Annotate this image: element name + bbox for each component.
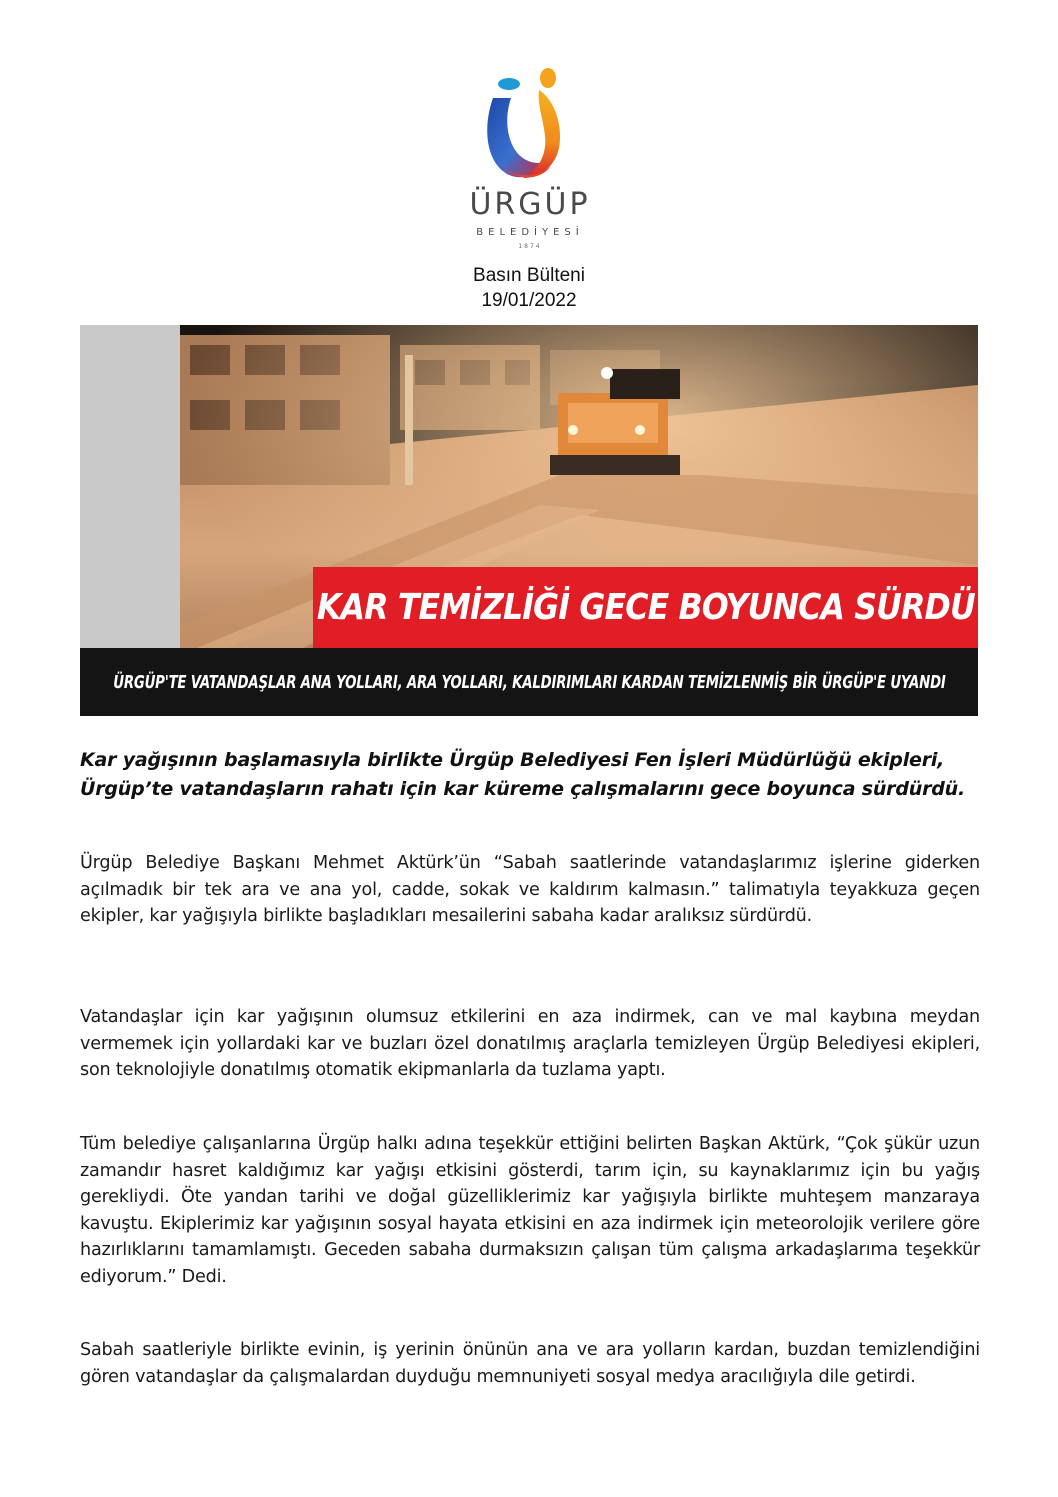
headline: KAR TEMİZLİĞİ GECE BOYUNCA SÜRDÜ: [316, 587, 975, 628]
logo-year: 1874: [518, 243, 542, 250]
logo-subtitle: BELEDİYESİ: [476, 227, 584, 238]
logo-emblem-icon: [455, 66, 605, 256]
subheadline-banner: [80, 648, 978, 716]
urgup-belediyesi-logo: [455, 66, 605, 256]
article-paragraph: Tüm belediye çalışanlarına Ürgüp halkı adına teşekkür ettiğini belirten Başkan Aktürk, “Çok şükür uzun zamandır hasret kaldığımız kar yağışı etkisini gösterdi, tarım için, su kaynaklarımız için bu yağış gerekliydi. Öte yandan tarihi ve doğal güzelliklerimiz kar yağışıyla birlikte muhteşem manzaraya kavuştu. Ekiplerimiz kar yağışının sosyal hayata etkisini en aza indirmek için meteorolojik verilere göre hazırlıklarını tamamlamıştı. Geceden sabaha durmaksızın çalışan tüm çalışma arkadaşlarıma teşekkür ediyorum.” Dedi.: [80, 1134, 980, 1287]
article-paragraph: Vatandaşlar için kar yağışının olumsuz etkilerini en aza indirmek, can ve mal kaybına meydan vermemek için yollardaki kar ve buzları özel donatılmış araçlarla temizleyen Ürgüp Belediyesi ekipleri, son teknolojiyle donatılmış otomatik ekipmanlarla da tuzlama yaptı.: [80, 1007, 980, 1080]
subheadline: ÜRGÜP'TE VATANDAŞLAR ANA YOLLARI, ARA YOLLARI, KALDIRIMLARI KARDAN TEMİZLENMİŞ BİR ÜRGÜP'E UYANDI: [112, 671, 946, 693]
article-paragraph: Sabah saatleriyle birlikte evinin, iş yerinin önünün ana ve ara yolların kardan, buzdan temizlendiğini gören vatandaşlar da çalışmalardan duyduğu memnuniyeti sosyal medya aracılığıyla dile getirdi.: [80, 1340, 980, 1387]
article-paragraph: Ürgüp Belediye Başkanı Mehmet Aktürk’ün “Sabah saatlerinde vatandaşlarımız işlerine giderken açılmadık bir tek ara ve ana yol, cadde, sokak ve kaldırım kalmasın.” talimatıyla teyakkuza geçen ekipler, kar yağışıyla birlikte başladıkları mesailerini sabaha kadar aralıksız sürdürdü.: [80, 853, 980, 926]
article-lead: Kar yağışının başlamasıyla birlikte Ürgüp Belediyesi Fen İşleri Müdürlüğü ekipleri, Ürgüp’te vatandaşların rahatı için kar küreme çalışmalarını gece boyunca sürdürdü.: [80, 749, 965, 800]
bulletin-date: 19/01/2022: [481, 290, 577, 311]
bulletin-title: Basın Bülteni: [473, 265, 585, 286]
headline-banner: [313, 567, 978, 648]
logo-wordmark: ÜRGÜP: [469, 187, 591, 222]
